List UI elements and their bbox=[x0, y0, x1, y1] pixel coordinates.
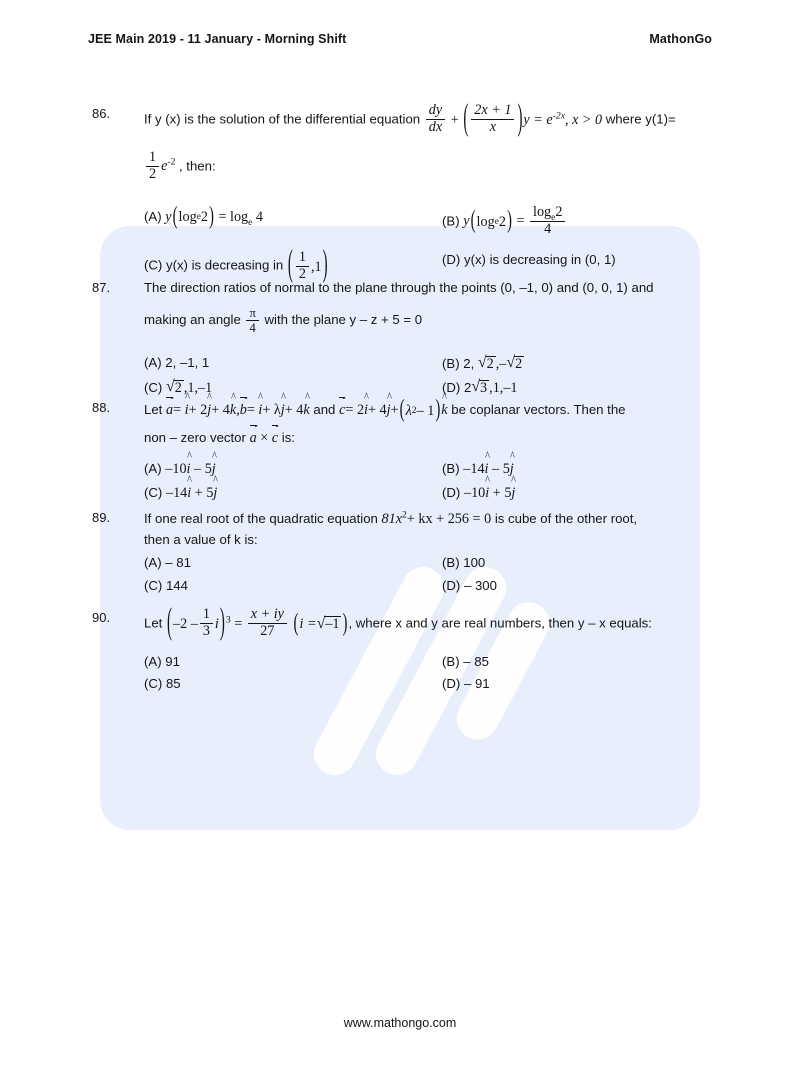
term-2j: + 2 bbox=[188, 402, 208, 418]
is-text: is: bbox=[281, 430, 295, 446]
options-90 bbox=[144, 651, 740, 696]
option-90-A[interactable]: (A) 91 bbox=[144, 653, 180, 669]
brand-label: MathonGo bbox=[649, 32, 712, 46]
frac-denominator: 4 bbox=[530, 221, 565, 238]
options-86 bbox=[144, 200, 740, 290]
footer-url: www.mathongo.com bbox=[343, 1016, 457, 1030]
interval-den: 2 bbox=[296, 266, 309, 283]
option-89-A[interactable]: (A) – 81 bbox=[144, 555, 191, 571]
stem-tail: be coplanar vectors. Then the bbox=[451, 402, 626, 417]
question-stem-line-1: The direction ratios of normal to the plane through the points (0, –1, 0) and (0, 0, 1) and bbox=[144, 280, 654, 295]
question-number: 90. bbox=[92, 610, 111, 625]
j-hat-c: j ^ bbox=[387, 399, 391, 421]
option-label: (A) bbox=[144, 208, 162, 224]
half-denominator: 2 bbox=[146, 166, 159, 183]
option-90-D[interactable]: (D) – 91 bbox=[442, 676, 490, 692]
frac-log: log bbox=[533, 203, 552, 220]
paren-denominator: x bbox=[471, 119, 514, 136]
quadratic-equation bbox=[382, 511, 492, 527]
question-stem-line-2 bbox=[144, 426, 740, 449]
stem-vectors bbox=[166, 402, 310, 418]
rhs-den: 27 bbox=[248, 623, 287, 640]
angle-fraction bbox=[244, 305, 260, 335]
option-87-B[interactable] bbox=[442, 352, 740, 376]
option-tail: ,1,–1 bbox=[183, 379, 213, 396]
i-def: i = bbox=[299, 616, 317, 633]
option-label: (B) 2, bbox=[442, 355, 475, 371]
option-90-C[interactable]: (C) 85 bbox=[144, 676, 181, 692]
coef-j: + 5 bbox=[194, 485, 214, 502]
plus-sign: + bbox=[450, 111, 459, 128]
half-numerator: 1 bbox=[149, 149, 157, 166]
option-87-A[interactable]: (A) 2, –1, 1 bbox=[144, 354, 210, 370]
lambda-term: + λ bbox=[262, 402, 281, 418]
i-hat: i ^ bbox=[485, 482, 489, 504]
vector-b: b bbox=[240, 398, 247, 421]
j-hat: j ^ bbox=[212, 458, 216, 480]
stem-text: If y (x) is the solution of the differential equation bbox=[144, 111, 421, 127]
equals-sign: = bbox=[516, 213, 525, 230]
option-label: (C) y(x) is decreasing in bbox=[144, 258, 284, 274]
comma: , bbox=[236, 402, 240, 418]
vector-c: c bbox=[339, 398, 345, 421]
interval-num: 1 bbox=[298, 248, 306, 265]
and-text: and bbox=[313, 402, 336, 417]
lead-term: –2 – bbox=[172, 616, 198, 633]
option-math: √ 3 ,1,–1 bbox=[471, 378, 518, 396]
k-hat: k ^ bbox=[230, 399, 236, 421]
option-label: (C) bbox=[144, 485, 163, 501]
question-body bbox=[144, 99, 740, 289]
i-symbol: i bbox=[214, 616, 219, 633]
question-body bbox=[144, 398, 740, 505]
coef-i: –14 bbox=[165, 485, 188, 502]
radicand-1: 2 bbox=[174, 379, 182, 396]
log-base-2: e bbox=[248, 217, 253, 228]
question-number: 86. bbox=[92, 106, 111, 121]
domain-condition: , x > 0 bbox=[564, 111, 603, 128]
option-math: ( $\frac{1}{2}$ ,1 ) bbox=[287, 245, 328, 286]
k-hat-b: k ^ bbox=[303, 399, 309, 421]
nonzero-text: non – zero vector bbox=[144, 430, 246, 446]
option-math bbox=[166, 485, 217, 501]
coef-i: –14 bbox=[463, 461, 485, 478]
term-4j-c: + 4 bbox=[368, 402, 387, 418]
option-tail: ,1,–1 bbox=[489, 379, 518, 396]
eq-2: = bbox=[246, 402, 255, 418]
cross-symbol: × bbox=[260, 430, 269, 447]
option-label: (B) bbox=[442, 461, 460, 477]
coef-i: –10 bbox=[165, 461, 187, 478]
coef-j: + 5 bbox=[492, 485, 512, 502]
equals-sign: = bbox=[234, 615, 243, 632]
coef-j: – 5 bbox=[194, 461, 212, 478]
third-den: 3 bbox=[200, 623, 213, 640]
y-var: y bbox=[165, 208, 172, 225]
j-hat: j ^ bbox=[510, 458, 514, 480]
minus-one: – 1 bbox=[416, 402, 435, 419]
stem-text: making an angle bbox=[144, 312, 241, 328]
eq-1: = bbox=[173, 402, 182, 418]
question-stem-line-1 bbox=[144, 398, 740, 422]
mid-text: ,– bbox=[495, 355, 507, 372]
pi-numerator: π bbox=[249, 305, 256, 320]
question-stem-line-1 bbox=[144, 603, 740, 644]
option-math: y ( log e 2 ) = $\log_e 4$ bbox=[165, 202, 263, 231]
question-stem-line-2 bbox=[144, 151, 740, 184]
options-88 bbox=[144, 457, 740, 505]
let-text: Let bbox=[144, 402, 163, 417]
question-87 bbox=[92, 278, 740, 400]
y-equals-e: y = e bbox=[523, 111, 553, 128]
then-text: , then: bbox=[178, 158, 216, 174]
option-math: √ 2 ,1,–1 bbox=[165, 378, 213, 396]
option-86-B[interactable] bbox=[442, 200, 740, 245]
option-89-D[interactable]: (D) – 300 bbox=[442, 577, 497, 593]
j-hat-b: j ^ bbox=[281, 399, 285, 421]
question-86 bbox=[92, 99, 740, 289]
log-arg: 2 bbox=[498, 214, 506, 231]
question-stem-line-1 bbox=[144, 99, 740, 140]
i-hat: i ^ bbox=[485, 458, 489, 480]
paren-numerator: 2x + 1 bbox=[474, 102, 512, 119]
exam-title: JEE Main 2019 - 11 January - Morning Shift bbox=[88, 32, 347, 46]
radicand-2: 2 bbox=[515, 355, 523, 372]
i-hat: i ^ bbox=[187, 482, 191, 504]
e-symbol: e bbox=[161, 158, 168, 175]
option-label: (B) bbox=[442, 213, 460, 229]
radicand-1: 2 bbox=[486, 355, 494, 372]
option-87-D[interactable] bbox=[442, 376, 740, 400]
eq-3: = 2 bbox=[345, 402, 365, 418]
stem-vector-c: c= 2i ^+ 4j ^+ ( λ 2 – 1 ) k ^ bbox=[339, 402, 448, 418]
plus-c: + bbox=[390, 402, 399, 418]
option-90-B[interactable]: (B) – 85 bbox=[442, 653, 489, 669]
j-hat: j ^ bbox=[213, 482, 217, 504]
i-hat-c: i ^ bbox=[364, 399, 368, 421]
exponent: -2x bbox=[552, 109, 565, 121]
complex-expression: ( –2 – $\frac{1}{3}$ i ) $^3$ = $\frac{x + iy}{27}$ ( i = √ –1 ) bbox=[167, 603, 348, 644]
quad-exp: 2 bbox=[402, 509, 407, 521]
dx-denominator: dx bbox=[426, 119, 445, 136]
stem-text-post: with the plane y – z + 5 = 0 bbox=[264, 312, 423, 328]
third-num: 1 bbox=[202, 606, 210, 623]
option-label: (A) bbox=[144, 461, 162, 477]
term-4k: + 4 bbox=[211, 402, 230, 418]
question-stem-line-2: then a value of k is: bbox=[144, 532, 258, 547]
equals-log: = log bbox=[218, 208, 249, 225]
stem-tail: , where x and y are real numbers, then y – x equals: bbox=[348, 615, 652, 631]
radicand: –1 bbox=[325, 616, 340, 633]
page-footer bbox=[0, 1016, 800, 1030]
coef-i: –10 bbox=[463, 485, 486, 502]
frac-log-base: e bbox=[551, 212, 556, 223]
k-hat-c: k ^ bbox=[441, 399, 447, 421]
option-86-D[interactable]: (D) y(x) is decreasing in (0, 1) bbox=[442, 252, 616, 268]
frac-log-arg: 2 bbox=[555, 203, 563, 220]
where-clause: where y(1)= bbox=[605, 111, 676, 127]
stem-text-post: is cube of the other root, bbox=[494, 511, 638, 526]
radicand-1: 3 bbox=[480, 379, 488, 396]
stem-formula: $\frac{dy}{dx}$ + ( $\frac{2x + 1}{x}$ ) $y = e^{-2x}$, x > 0 bbox=[424, 112, 606, 128]
vector-c-2: c bbox=[272, 426, 278, 449]
e-exponent: -2 bbox=[167, 156, 176, 168]
vector-a: a bbox=[166, 398, 173, 421]
i-hat: i ^ bbox=[185, 399, 189, 421]
question-90 bbox=[92, 603, 740, 696]
question-stem-line-1 bbox=[144, 508, 740, 530]
interval-tail: ,1 bbox=[310, 258, 322, 275]
quad-rest: + kx + 256 = 0 bbox=[406, 511, 492, 527]
question-stem-line-2 bbox=[144, 306, 740, 335]
power-3: 3 bbox=[225, 613, 231, 625]
question-88 bbox=[92, 398, 740, 505]
rhs-num: x + iy bbox=[250, 606, 284, 623]
option-math: y ( log e 2 ) = $\frac{\log_e2}{4}$ bbox=[463, 213, 567, 229]
question-number: 87. bbox=[92, 280, 111, 295]
i-hat-b: i ^ bbox=[258, 399, 262, 421]
dy-numerator: dy bbox=[428, 102, 443, 119]
log-text: log bbox=[476, 214, 495, 231]
question-number: 89. bbox=[92, 510, 111, 525]
option-88-D[interactable] bbox=[442, 481, 740, 505]
j-hat: j ^ bbox=[511, 482, 515, 504]
coef-j: – 5 bbox=[492, 461, 510, 478]
option-math: √ 2 ,– √ 2 bbox=[477, 354, 523, 372]
y-var: y bbox=[463, 213, 470, 230]
stem-text: If one real root of the quadratic equation bbox=[144, 511, 378, 526]
option-89-B[interactable]: (B) 100 bbox=[442, 555, 486, 571]
log-arg: 2 bbox=[200, 209, 208, 226]
lambda-c: λ bbox=[405, 402, 412, 419]
option-label: (D) bbox=[442, 485, 461, 501]
question-number: 88. bbox=[92, 400, 111, 415]
question-body bbox=[144, 508, 740, 597]
four-denominator: 4 bbox=[246, 320, 258, 335]
option-label: (D) 2 bbox=[442, 379, 472, 395]
log-text: log bbox=[178, 209, 197, 226]
question-body bbox=[144, 278, 740, 400]
log-arg-2: 4 bbox=[255, 208, 263, 225]
vector-a-2: a bbox=[250, 426, 257, 449]
option-math bbox=[464, 485, 515, 501]
i-hat: i ^ bbox=[187, 458, 191, 480]
options-89 bbox=[144, 552, 740, 597]
option-88-C[interactable] bbox=[144, 481, 442, 505]
let-text: Let bbox=[144, 615, 163, 631]
question-body bbox=[144, 603, 740, 696]
stem-initial-condition bbox=[144, 149, 179, 183]
quad-lead: 81x bbox=[381, 511, 403, 527]
option-label: (C) bbox=[144, 379, 163, 395]
j-hat: j ^ bbox=[207, 399, 211, 421]
term-4k-b: + 4 bbox=[284, 402, 304, 418]
question-89 bbox=[92, 508, 740, 597]
option-89-C[interactable]: (C) 144 bbox=[144, 577, 188, 593]
cross-product bbox=[250, 430, 279, 446]
